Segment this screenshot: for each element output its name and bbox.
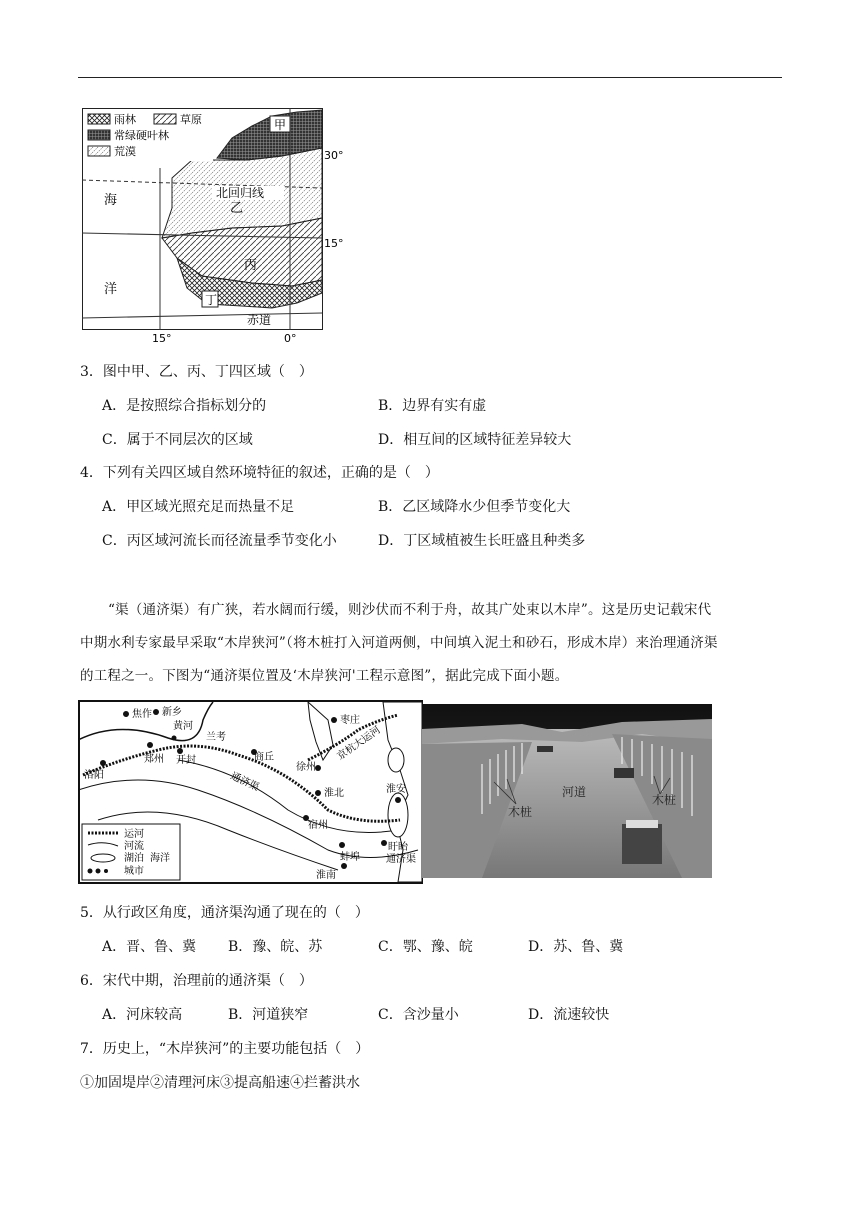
label-lon15: 15° [152, 332, 172, 345]
q7-items: ①加固堤岸②清理河床③提高船速④拦蓄洪水 [80, 1075, 360, 1091]
canal-label-jinghang: 京杭大运河 [335, 724, 383, 763]
canal-label-tongjiqu: 通济渠 [228, 770, 261, 794]
label-pile-right: 木桩 [652, 793, 677, 807]
q3-option-a[interactable]: A．是按照综合指标划分的 [102, 398, 267, 414]
city-zaozhuang: 枣庄 [340, 715, 360, 726]
label-jia: 甲 [274, 118, 287, 132]
passage-line-2: 中期水利专家最早采取“木岸狭河”（将木桩打入河道两侧，中间填入泥土和砂石，形成木岸）来治理通济渠 [80, 635, 718, 651]
q5-option-b[interactable]: B．豫、皖、苏 [228, 939, 323, 955]
city-xuzhou: 徐州 [296, 762, 316, 773]
q5-option-d[interactable]: D．苏、鲁、冀 [528, 939, 624, 955]
legend-city: 城市 [124, 866, 144, 877]
city-jiaozuo: 焦作 [132, 709, 152, 720]
wooden-bank-illustration [422, 704, 712, 878]
q4-stem: 4．下列有关四区域自然环境特征的叙述，正确的是（ ） [80, 465, 439, 481]
q3-stem: 3．图中甲、乙、丙、丁四区域（ ） [80, 364, 313, 380]
label-bing: 丙 [244, 258, 258, 273]
canal-label-tongjiqu-2: 通济渠 [386, 854, 416, 865]
legend-rainforest: 雨林 [114, 113, 136, 126]
city-kaifeng: 开封 [176, 755, 196, 766]
city-suzhou: 宿州 [308, 820, 328, 831]
q5-option-c[interactable]: C．鄂、豫、皖 [378, 939, 473, 955]
legend-sclerophyll: 常绿硬叶林 [114, 129, 169, 142]
label-tropic: 北回归线 [216, 186, 265, 200]
q6-option-c[interactable]: C．含沙量小 [378, 1007, 459, 1023]
passage-line-3: 的工程之一。下图为“通济渠位置及‘木岸狭河'工程示意图”，据此完成下面小题。 [80, 668, 569, 684]
passage [80, 594, 782, 693]
legend-river: 河流 [124, 841, 144, 852]
legend-sea: 海洋 [150, 853, 170, 864]
label-lon0: 0° [284, 332, 297, 345]
label-ding: 丁 [205, 293, 218, 307]
city-xuyi: 盱眙 [388, 842, 408, 853]
africa-region-map [82, 108, 352, 346]
header-rule [78, 77, 782, 78]
label-channel: 河道 [562, 785, 587, 799]
q3-option-d[interactable]: D．相互间的区域特征差异较大 [378, 432, 572, 448]
q4-option-a[interactable]: A．甲区域光照充足而热量不足 [102, 499, 295, 515]
q3-option-c[interactable]: C．属于不同层次的区域 [102, 432, 253, 448]
city-huainan: 淮南 [316, 870, 336, 881]
city-shangqiu: 商丘 [254, 752, 274, 763]
q7-stem: 7．历史上，“木岸狭河”的主要功能包括（ ） [80, 1041, 370, 1057]
legend-canal: 运河 [124, 829, 144, 840]
city-zhengzhou: 郑州 [144, 754, 164, 765]
label-ocean: 洋 [104, 282, 118, 297]
label-sea: 海 [104, 193, 118, 208]
q4-option-b[interactable]: B．乙区域降水少但季节变化大 [378, 499, 571, 515]
city-luoyang: 洛阳 [84, 770, 104, 781]
q5-option-a[interactable]: A．晋、鲁、冀 [102, 939, 197, 955]
label-lat30: 30° [324, 149, 344, 162]
city-huaian: 淮安 [386, 784, 406, 795]
legend-grassland: 草原 [180, 113, 202, 126]
q6-option-a[interactable]: A．河床较高 [102, 1007, 183, 1023]
q6-stem: 6．宋代中期，治理前的通济渠（ ） [80, 973, 313, 989]
label-lat15: 15° [324, 237, 344, 250]
q6-option-b[interactable]: B．河道狭窄 [228, 1007, 309, 1023]
tongji-canal-map [78, 700, 423, 884]
label-pile-left: 木桩 [508, 805, 533, 819]
city-bengbu: 蚌埠 [340, 852, 360, 863]
city-huaibei: 淮北 [324, 788, 344, 799]
passage-line-1: “渠（通济渠）有广狭，若水阔而行缓，则沙伏而不利于舟，故其广处束以木岸”。这是历史记载宋代 [108, 602, 712, 618]
q5-stem: 5．从行政区角度，通济渠沟通了现在的（ ） [80, 905, 369, 921]
q3-option-b[interactable]: B．边界有实有虚 [378, 398, 487, 414]
city-xinxiang: 新乡 [162, 707, 182, 718]
label-equator: 赤道 [247, 313, 272, 327]
legend-desert: 荒漠 [114, 145, 136, 158]
city-lankao: 兰考 [206, 732, 226, 743]
q6-option-d[interactable]: D．流速较快 [528, 1007, 610, 1023]
q4-option-d[interactable]: D．丁区域植被生长旺盛且种类多 [378, 533, 586, 549]
legend-lake: 湖泊 [124, 853, 144, 864]
q4-option-c[interactable]: C．丙区域河流长而径流量季节变化小 [102, 533, 337, 549]
river-huanghe: 黄河 [173, 721, 193, 732]
label-yi: 乙 [230, 201, 244, 216]
